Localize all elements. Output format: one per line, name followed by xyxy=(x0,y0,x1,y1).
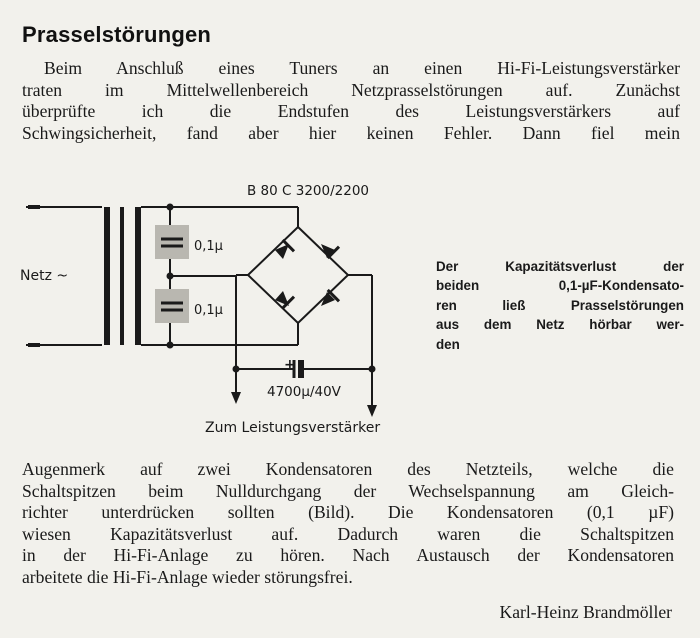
capacitor-2-highlight xyxy=(155,289,189,323)
mains-label: Netz ~ xyxy=(20,268,69,284)
caption-line: aus dem Netz hörbar wer- xyxy=(436,317,684,333)
caption-line: Der Kapazitätsverlust der xyxy=(436,259,684,274)
body-line: Schaltspitzen beim Nulldurchgang der Wechselspannung am Gleich- xyxy=(22,480,674,501)
caption-line: ren ließ Prasselstörungen xyxy=(436,297,684,313)
transformer-primary xyxy=(104,207,110,345)
electrolytic-label: 4700µ/40V xyxy=(267,384,341,400)
electrolytic-plate xyxy=(298,360,304,378)
intro-line: Schwingsicherheit, fand aber hier keinen Fehler. Dann fiel mein xyxy=(22,122,680,143)
caption-line: den xyxy=(436,336,460,352)
capacitor-1-label: 0,1µ xyxy=(194,239,223,254)
intro-paragraph xyxy=(22,58,680,144)
intro-line: überprüfte ich die Endstufen des Leistungsverstärkers auf xyxy=(22,101,680,122)
body-line: Augenmerk auf zwei Kondensatoren des Netzteils, welche die xyxy=(22,459,674,479)
caption-line: beiden 0,1-µF-Kondensato- xyxy=(436,278,684,294)
output-label: Zum Leistungsverstärker xyxy=(205,420,381,436)
polarity-plus-label: + xyxy=(284,357,296,373)
capacitor-1-highlight xyxy=(155,225,189,259)
author-signature: Karl-Heinz Brandmöller xyxy=(499,602,672,622)
transformer-core xyxy=(120,207,124,345)
figure-caption xyxy=(436,257,684,354)
output-arrow-right xyxy=(367,405,377,417)
bridge-rectifier xyxy=(248,227,348,323)
body-line: wiesen Kapazitätsverlust auf. Dadurch waren die Schaltspitzen xyxy=(22,523,674,544)
body-line: arbeitete die Hi-Fi-Anlage wieder störungsfrei. xyxy=(22,566,353,587)
rectifier-label: B 80 C 3200/2200 xyxy=(247,183,370,199)
intro-line: Beim Anschluß eines Tuners an einen Hi-Fi-Leistungsverstärker xyxy=(44,58,680,78)
capacitor-2-label: 0,1µ xyxy=(194,303,223,318)
article-title: Prasselstörungen xyxy=(22,22,212,47)
intro-line: traten im Mittelwellenbereich Netzprasselstörungen auf. Zunächst xyxy=(22,79,680,100)
body-line: richter unterdrücken sollten (Bild). Die Kondensatoren (0,1 µF) xyxy=(22,502,674,523)
output-arrow-left xyxy=(231,392,241,404)
transformer-secondary xyxy=(135,207,141,345)
body-line: in der Hi-Fi-Anlage zu hören. Nach Austausch der Kondensatoren xyxy=(22,545,674,566)
body-paragraph xyxy=(22,459,674,589)
